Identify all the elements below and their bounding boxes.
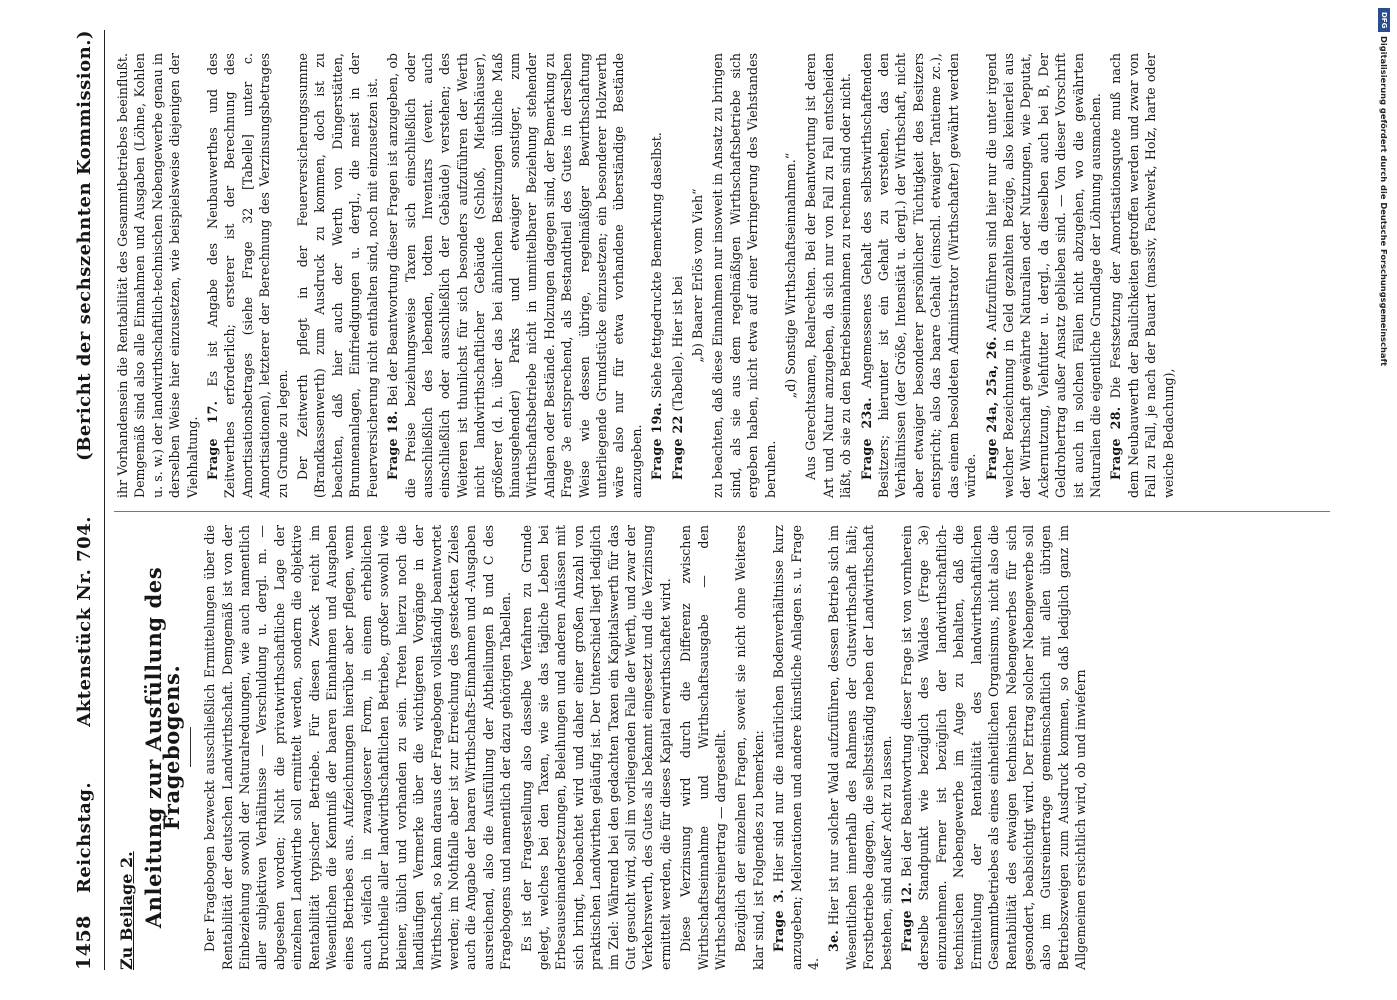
frage-label: Frage 18. [385, 410, 401, 480]
frage-label: Frage 23a. [858, 397, 874, 480]
frage-label: Frage 22 [669, 415, 685, 480]
frage-17 [204, 53, 291, 498]
frage-3 [770, 525, 822, 970]
frage-text: Bei der Beantwortung dieser Fragen ist anzugeben, ob die Preise beziehungsweise Taxen sich einschließlich oder ausschließlich des lebenden, todten Inventars (event. auch einschließlich oder ausschließlich der Gebäude) verstehen; des Weiteren ist thunlichst für sich besonders aufzuführen der Werth nicht landwirthschaftlicher Gebäude (Schloß, Miethshäuser), größerer (d. h. über das bei ähnlichen Besitzungen übliche Maß hinausgehender) Parks und etwaiger sonstiger, zum Wirthschaftsbetriebe nicht in unmittelbarer Beziehung stehender Anlagen oder Bestände. Holzungen dagegen sind, der Bemerkung zu Frage 3e entsprechend, als Bestandtheil des Gutes in derselben Weise wie dessen übrige, regelmäßiger Bewirthschaftung unterliegende Grundstücke einzusetzen; ein besonderer Holzwerth wäre also nur für etwa vorhandene überständige Bestände anzugeben. [385, 53, 644, 498]
frage-22 [669, 53, 686, 498]
frage-3e [825, 525, 895, 970]
frage-label: Frage 17. [205, 400, 221, 480]
frage-label: Frage 28. [1108, 406, 1124, 480]
left-column [114, 525, 1340, 970]
stamp-text: Digitalisierung gefördert durch die Deutsche Forschungsgemeinschaft [1379, 36, 1389, 367]
header-left-title: Reichstag. [74, 781, 96, 894]
paragraph: Der Fragebogen bezweckt ausschließlich Ermittelungen über die Rentabilität der deutschen Landwirthschaft. Demgemäß ist von der Einbeziehung sowohl der Naturalreduungen, wie auch namentlich aller subjektiven Verhältnisse — Verschuldung u. dergl. m. — abgesehen worden; Nicht die privatwirthschaftliche Lage der einzelnen Landwirthe soll ermittelt werden, sondern die objektive Rentabilität typischer Betriebe. Für diesen Zweck reicht im Wesentlichen die Kenntniß der baaren Einnahmen und Ausgaben eines Betriebes aus. Aufzeichnungen hierüber aber pflegen, wenn auch vielfach in zwangloserer Form, in einem erheblichen Bruchtheile aller landwirthschaftlichen Betriebe, großer sowohl wie kleiner, üblich und vorhanden zu sein. Treten hierzu noch die landläufigen Vermerke über die wichtigeren Vorgänge in der Wirthschaft, so kann daraus der Fragebogen vollständig beantwortet werden; im Nothfalle aber ist zur Erreichung des gesteckten Zieles auch die Angabe der baaren Wirthschafts-Einnahmen und -Ausgaben ausreichend, also die Ausfüllung der Abtheilungen B und C des Fragebogens und namentlich der dazu gehörigen Tabellen. [202, 525, 514, 970]
frage-text: Es ist Angabe des Neubauwerthes und des Zeitwerthes erforderlich; ersterer ist der Berechnung des Amortisationsbetrages (siehe Frage 32 [Tabelle] unter c. Amortisationen), letzterer der Berechnung des Verzinsungsbetrages zu Grunde zu legen. [205, 53, 290, 498]
paragraph: Der Zeitwerth pflegt in der Feuerversicherungssumme (Brandkassenwerth) zum Ausdruck zu kommen, doch ist zu beachten, daß hier auch der Werth von Düngerstätten, Brunnenanlagen, Einfriedigungen u. dergl., die meist in der Feuerversicherung nicht enthalten sind, noch mit einzusetzen ist. [295, 53, 380, 498]
paragraph: Es ist der Fragestellung also dasselbe Verfahren zu Grunde gelegt, welches bei den Taxen, wie sie das tägliche Leben bei Erbesauseinandersetzungen, Beleihungen und anderen Anlässen mit sich bringt, beobachtet wird und daher einer großen Anzahl von praktischen Landwirthen geläufig ist. Der Unterschied liegt lediglich im Ziel: Während bei den gedachten Taxen ein Kapitalswerth für das Gut gesucht wird, soll im vorliegenden Falle der Werth, und zwar der Verkehrswerth, des Gutes als bekannt eingesetzt und die Verzinsung ermittelt werden, die für dieses Kapital erwirthschaftet wird. [518, 525, 673, 970]
frage-text: (Tabelle). Hier ist bei [669, 275, 685, 412]
frage-23a [858, 53, 980, 498]
paragraph: Diese Verzinsung wird durch die Differenz zwischen Wirthschaftseinnahme und Wirthschaftsausgabe — den Wirthschaftsreinertrag — dargestellt. [678, 525, 728, 970]
frage-label: Frage 12. [899, 881, 915, 952]
frage-text: Angemessenes Gehalt des selbstwirthschaftenden Besitzers; hierunter ist ein Gehalt zu verstehen, das den Verhältnissen (der Größe, Intensität u. dergl.) der Wirthschaft, nicht aber etwaiger besonderer persönlicher Tüchtigkeit des Besitzers entspricht; also das baare Gehalt (einschl. etwaiger Tantieme zc.), das einem besoldeten Administrator (Wirthschafter) gewährt werden würde. [858, 53, 979, 498]
paragraph: zu beachten, daß diese Einnahmen nur insoweit in Ansatz zu bringen sind, als sie aus dem regelmäßigen Wirthschaftsbetriebe sich ergeben haben, nicht etwa auf einer Verringerung des Viehstandes beruhen. [710, 53, 778, 498]
frage-text: Aufzuführen sind hier nur die unter irgend welcher Bezeichnung in Geld gezahlten Bezüge, also keinerlei aus der Wirthschaft gewährte Naturalien oder Nutzungen, wie Deputat, Ackernutzung, Viehfutter u. dergl., da dieselben auch bei B, Der Geldrohertrag außer Ansatz geblieben sind. — Von dieser Vorschrift ist auch in solchen Fällen nicht abzugehen, wo die gewährten Naturalien die eigentliche Grundlage der Löhnung ausmachen. [983, 53, 1103, 498]
quote-line: „b) Baarer Erlös vom Vieh“ [690, 188, 705, 363]
frage-28 [1107, 53, 1177, 498]
dfg-logo-icon: DFG [1378, 8, 1390, 32]
zu-beilage-heading: Zu Beilage 2. [117, 851, 136, 970]
page-number: 1458 [73, 915, 96, 970]
frage-label: Frage 24a, 25a, 26. [983, 336, 999, 480]
document-page [70, 30, 1340, 970]
frage-text: Hier sind nur die natürlichen Bodenverhältnisse kurz anzugeben; Meliorationen und andere künstliche Anlagen s. u. Frage 4. [771, 525, 822, 970]
frage-text: Hier ist nur solcher Wald aufzuführen, dessen Betrieb sich im Wesentlichen innerhalb des Rahmens der Gutswirthschaft hält; Forstbetriebe dagegen, die selbstständig neben der Landwirthschaft bestehen, sind außer Acht zu lassen. [826, 525, 894, 970]
frage-text: Die Festsetzung der Amortisationsquote muß nach dem Neubauwerth der Baulichkeiten getroffen werden und zwar von Fall zu Fall, je nach der Bauart (massiv, Fachwerk, Holz, harte oder weiche Bedachung), [1108, 53, 1176, 498]
paragraph: Bezüglich der einzelnen Fragen, soweit sie nicht ohne Weiteres klar sind, ist Folgendes zu bemerken: [733, 525, 766, 970]
frage-12 [898, 525, 1089, 970]
title-rule [190, 728, 191, 768]
paragraph: Aus Gerechtsamen, Realrechten. Bei der Beantwortung ist deren Art und Natur anzugeben, da sich nur von Fall zu Fall entscheiden läßt, ob sie zu den Betriebseinnahmen zu rechnen sind oder nicht. [803, 53, 854, 498]
digitization-stamp [1377, 8, 1391, 366]
frage-label: 3e. [826, 929, 842, 952]
frage-24 [983, 53, 1105, 498]
frage-label: Frage 3. [771, 889, 787, 952]
right-column [114, 53, 1340, 498]
frage-label: Frage 19a. [649, 402, 665, 480]
quote-line: „d) Sonstige Wirthschaftseinnahmen.“ [783, 152, 799, 399]
header-right-title: (Bericht der sechszehnten Kommission.) [74, 30, 96, 461]
frage-18 [384, 53, 645, 498]
paragraph: ihr Vorhandensein die Rentabilität des Gesammtbetriebes beeinflußt. Demgemäß sind also alle Einnahmen und Ausgaben (Löhne, Kohlen u. s. w.) der landwirthschaftlich-technischen Nebengewerbe genau in derselben Weise hier einzusetzen, wie beispielsweise diejenigen der Viehhaltung. [115, 53, 200, 498]
frage-text: Siehe fettgedruckte Bemerkung daselbst. [649, 132, 665, 399]
header-rule [104, 30, 105, 970]
column-divider [114, 511, 1330, 512]
section-title: Anleitung zur Ausfüllung des Fragebogens. [141, 566, 184, 929]
frage-text: Bei der Beantwortung dieser Frage ist von vornherein derselbe Standpunkt wie bezüglich des Waldes (Frage 3e) einzunehmen. Ferner ist bezüglich der landwirthschaftlich-technischen Nebengewerbe im Auge zu behalten, daß die Ermittelung der Rentabilität des landwirthschaftlichen Gesammtbetriebes als eines einheitlichen Organismus, nicht also die Rentabilität des etwaigen technischen Nebengewerbes für sich gesondert, beabsichtigt wird. Der Ertrag solcher Nebengewerbe soll also im Gutsreinertrage gemeinschaftlich mit allen übrigen Betriebszweigen zum Ausdruck kommen, so daß lediglich ganz im Allgemeinen ersichtlich wird, ob und inwiefern [899, 524, 1089, 970]
header-center-title: Aktenstück Nr. 704. [74, 516, 96, 727]
running-head [70, 30, 100, 970]
frage-19a [648, 53, 665, 498]
